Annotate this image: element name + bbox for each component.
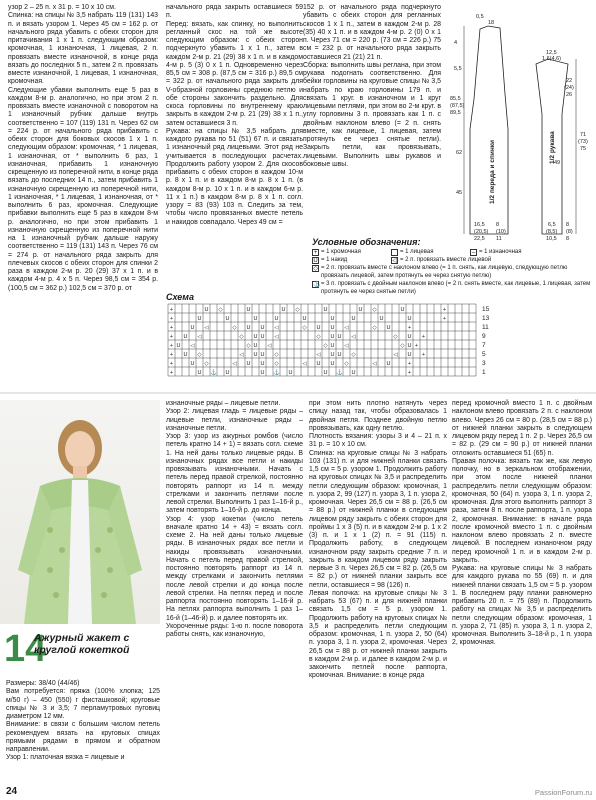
chart-stitch-symbol: ◇	[400, 343, 405, 349]
chart-stitch-symbol: ◇	[204, 361, 209, 367]
chart-stitch-symbol: U	[316, 325, 321, 331]
schem-label: 5,5	[454, 66, 462, 72]
schem-label: 11	[496, 236, 502, 242]
schem-label: (24)	[564, 85, 574, 91]
chart-stitch-symbol: U	[351, 370, 356, 376]
chart-stitch-symbol: +	[169, 316, 174, 322]
schem-label: 12,5	[546, 50, 557, 56]
chart-row-number: 9	[482, 333, 486, 340]
garment-schematic	[450, 4, 592, 244]
text-column-2: начального ряда закрыть оставшиеся 59 п. Перед: вязать, как спинку, но выполнить регланный скос на той же высоте следующим образом: с обеих сторон подчеркнуто убавить 1 x 1 п., затем в каждом 2-м р. 21 (29) 38 x 1 п. и в каждом 4-м р. 5 (3) 0 x 1 п. Одновременно через 85,5 см = 308 р. (87,5 см = 316 р.) 89,5 см = 322 р. от начального ряда закрыть для V-образной горловины среднюю петлю и обе стороны закончить раздельно. Для скоса горловины по внутреннему краю закрыть в каждом 2-м р. 21 (29) 38 x 1 п., затем оставшиеся 3 п. Рукава: на спицы № 3,5 набрать для каждого рукава по 51 (51) 67 п. и связать 1 изнаночный ряд лицевыми. Этот ряд не учитывается в последующих расчетах. Продолжить работу узором 2. Для скосов прибавить с обеих сторон в каждом 10-м р. 8 x 1 п. и в каждом 8-м р. 8 x 1 п. (в каждом 8-м р. 10 x 1 п. и в каждом 6-м р. 11 x 1 п.) в каждом 8-м р. 8 x 1 п. согл. узору = 83 (93) 103 п. Следить за тем, чтобы число провязанных вместе петель и накидов совпадало. Через 49 см =	[166, 4, 303, 226]
schem-label: 45	[456, 190, 463, 196]
project-number: 14	[4, 628, 47, 670]
chart-stitch-symbol: ◁	[344, 343, 349, 349]
chart-stitch-symbol: ◇	[295, 307, 300, 313]
chart-stitch-symbol: U	[407, 316, 412, 322]
chart-stitch-symbol: U	[330, 352, 335, 358]
chart-stitch-symbol: ◇	[372, 325, 377, 331]
chart-stitch-symbol: U	[330, 343, 335, 349]
chart-stitch-symbol: +	[442, 307, 447, 313]
project-title: Ажурный жакет с круглой кокеткой	[34, 632, 130, 656]
legend-text: = 2 п. провязать вместе с наклоном влево (= 1 п. снять, как лицевую, следующую петлю провязать лицевой, затем протянуть ее через снятую петлю)	[321, 265, 568, 279]
legend-row	[312, 280, 592, 296]
chart-stitch-symbol: U	[386, 361, 391, 367]
chart-stitch-symbol: ◁	[204, 325, 209, 331]
legend-row	[312, 264, 592, 280]
chart-stitch-symbol: U	[197, 316, 202, 322]
chart-stitch-symbol: ◇	[344, 361, 349, 367]
chart-stitch-symbol: ◇	[232, 325, 237, 331]
chart-stitch-symbol: U	[330, 316, 335, 322]
chart-stitch-symbol: U	[281, 307, 286, 313]
chart-stitch-symbol: U	[260, 334, 265, 340]
chart-stitch-symbol: ◁	[267, 343, 272, 349]
legend-symbol: ⚓	[313, 281, 321, 288]
chart-row-number: 13	[482, 315, 490, 322]
schem-label: 62	[456, 150, 463, 156]
knitting-chart	[166, 302, 506, 378]
chart-stitch-symbol: ◁	[344, 325, 349, 331]
schem-label: 18	[488, 20, 495, 26]
legend-text: = 2 п. провязать вместе лицевой	[400, 257, 492, 263]
legend-text: = 1 изнаночная	[479, 249, 522, 255]
chart-stitch-symbol: +	[169, 307, 174, 313]
chart-stitch-symbol: U	[288, 370, 293, 376]
chart-stitch-symbol: U	[386, 325, 391, 331]
chart-stitch-symbol: U	[400, 307, 405, 313]
chart-stitch-symbol: U	[260, 352, 265, 358]
watermark: PassionForum.ru	[534, 788, 592, 797]
chart-row-number: 5	[482, 351, 486, 358]
schem-label: (87,5)	[450, 103, 465, 109]
schem-label: 75	[580, 146, 587, 152]
legend-symbol: –	[471, 249, 476, 256]
chart-stitch-symbol: U	[407, 343, 412, 349]
schem-label: (73)	[578, 139, 588, 145]
chart-stitch-symbol: U	[323, 307, 328, 313]
chart-stitch-symbol: ◁	[232, 361, 237, 367]
text-column-7: перед кромочной вместо 1 п. с двойным наклоном влево провязать 2 п. с наклоном влево. Через 26 см = 80 р. (28,5 см = 88 р.) от нижней планки закрыть в следующем лицевом ряду перед 1 п. 2 р. Через 26,5 см = 82 р. (29 см = 90 р.) от нижней планки отложить оставшиеся 51 (65) п. Правая полочка: вязать так же, как левую полочку, но в зеркальном отображении, при этом после нижней планки распределить петли следующим образом: кромочная, 50 (64) п. узора 3, 1 п. узора 2, кромочная. Для этого выполнить раппорт 3 раза, затем 8 п. после раппорта, 1 п. узора 2, кромочная. Внимание: в начале ряда после кромочной вместо 1 п. с двойным наклоном влево провязать 2 п. вместе лицевой. В последнем изнаночном ряду перед кромочной 1 п. и в каждом 2-м р. закрыть. Рукава: на круговые спицы № 3 набрать для каждого рукава по 55 (69) п. и для нижней планки связать 1,5 см = 5 р. узором 1. В последнем ряду планки равномерно прибавить 20 п. = 75 (89) п. Продолжить работу на спицах № 3,5 и распределить петли следующим образом: кромочная, 1 п. узора 2, 71 (85) п. узора 3, 1 п. узора 2, кромочная. Выполнить 3–18-й р., 1 п. узора 2, кромочная.	[452, 400, 592, 647]
chart-stitch-symbol: U	[183, 334, 188, 340]
chart-stitch-symbol: ◇	[239, 334, 244, 340]
chart-row-number: 11	[482, 324, 489, 331]
page-number: 24	[6, 786, 18, 797]
chart-stitch-symbol: ◁	[372, 361, 377, 367]
chart-stitch-symbol: U	[323, 370, 328, 376]
legend-title: Условные обозначения:	[312, 237, 421, 247]
schem-label: (10)	[496, 229, 506, 235]
chart-stitch-symbol: ⚓	[210, 370, 217, 376]
chart-stitch-symbol: ◇	[197, 352, 202, 358]
chart-stitch-symbol: U	[330, 361, 335, 367]
schem-label: 8	[566, 222, 570, 228]
legend-symbol	[391, 249, 398, 256]
chart-stitch-symbol: ◇	[302, 325, 307, 331]
chart-stitch-symbol: U	[253, 352, 258, 358]
section-divider	[0, 392, 596, 394]
chart-stitch-symbol: ◇	[274, 361, 279, 367]
chart-row-number: 3	[482, 360, 486, 367]
chart-stitch-symbol: +	[169, 343, 174, 349]
chart-stitch-symbol: U	[225, 316, 230, 322]
chart-stitch-symbol: U	[358, 307, 363, 313]
schem-label: 16,5	[474, 222, 485, 228]
chart-stitch-symbol: U	[190, 325, 195, 331]
schem-label: 26	[566, 92, 573, 98]
chart-stitch-symbol: U	[337, 352, 342, 358]
chart-stitch-symbol: U	[246, 361, 251, 367]
chart-stitch-symbol: U	[246, 307, 251, 313]
chart-stitch-symbol: +	[169, 370, 174, 376]
chart-stitch-symbol: ◁	[302, 361, 307, 367]
chart-stitch-symbol: U	[407, 352, 412, 358]
chart-stitch-symbol: +	[169, 325, 174, 331]
schem-label: 8	[496, 222, 500, 228]
chart-stitch-symbol: ◁	[274, 325, 279, 331]
schem-label-body: 1/2 переда и спинки	[489, 139, 496, 204]
chart-stitch-symbol: ◇	[218, 307, 223, 313]
legend	[312, 238, 592, 298]
chart-stitch-symbol: ◁	[197, 334, 202, 340]
chart-stitch-symbol: U	[274, 316, 279, 322]
chart-stitch-symbol: ◁	[190, 343, 195, 349]
chart-stitch-symbol: U	[260, 325, 265, 331]
chart-stitch-symbol: ⚓	[336, 370, 343, 376]
text-column-4: Размеры: 38/40 (44/46) Вам потребуется: пряжа (100% хлопка; 125 м/50 г) – 450 (550) г фисташковой; круговые спицы № 3 и 3,5; 7 перламутровых пуговиц диаметром 12 мм. Внимание: в связи с большим числом петель рекомендуем вязать на круговых спицах прямыми рядами в прямом и обратном направлении. Узор 1: платочная вязка = лицевые и	[6, 680, 160, 762]
chart-row-number: 15	[482, 306, 490, 313]
schem-label: 6,5	[548, 222, 556, 228]
chart-stitch-symbol: ◇	[274, 352, 279, 358]
schem-label: 1,6(4,6)	[542, 56, 561, 62]
chart-stitch-symbol: +	[169, 352, 174, 358]
chart-stitch-symbol: ◇	[372, 307, 377, 313]
chart-stitch-symbol: U	[253, 334, 258, 340]
legend-row	[312, 256, 592, 264]
chart-stitch-symbol: +	[407, 370, 412, 376]
chart-stitch-symbol: U	[197, 370, 202, 376]
project-title-block	[4, 628, 160, 674]
chart-stitch-symbol: +	[421, 334, 426, 340]
chart-stitch-symbol: ◇	[316, 334, 321, 340]
schem-label: 49	[554, 160, 561, 166]
chart-stitch-symbol: U	[330, 334, 335, 340]
chart-stitch-symbol: +	[421, 352, 426, 358]
chart-stitch-symbol: U	[337, 334, 342, 340]
chart-stitch-symbol: U	[316, 361, 321, 367]
chart-stitch-symbol: U	[176, 343, 181, 349]
chart-stitch-symbol: ◁	[393, 352, 398, 358]
legend-text: = 3 п. провязать с двойным наклоном влево (= 2 п. снять вместе, как лицевые, 1 лицевая, затем протянуть ее через снятые петли)	[321, 281, 591, 295]
chart-stitch-symbol: U	[407, 334, 412, 340]
chart-stitch-symbol: U	[225, 370, 230, 376]
chart-row-number: 1	[482, 369, 486, 376]
chart-stitch-symbol: +	[442, 316, 447, 322]
chart-stitch-symbol: +	[407, 361, 412, 367]
chart-stitch-symbol: +	[169, 334, 174, 340]
chart-stitch-symbol: +	[407, 325, 412, 331]
chart-stitch-symbol: U	[253, 343, 258, 349]
text-column-1: узор 2 – 25 п. x 31 р. = 10 x 10 см. Спинка: на спицы № 3,5 набрать 119 (131) 143 п. и вязать узором 1. Через 45 см = 162 р. от начального ряда убавить с обеих сторон для притачивания 1 x 1 п. следующим образом: кромочная, 1 изнаночная, 1 лицевая, 2 п. провязать вместе изнаночной, в конце ряда вязать до последних 5 п., затем 2 п. провязать вместе изнаночной, 1 лицевая, 1 изнаночная, кромочная. Следующие убавки выполнить еще 5 раз в каждом 8-м р. аналогично, но при этом 2 п. провязать вместе изнаночной с поворотом на 1 изнаночный рубчик дальше внутрь соответственно = 107 (119) 131 п. Через 62 см = 224 р. от начального ряда прибавить с обеих сторон для боковых скосов 1 x 1 п. следующим образом: кромочная, * 1 лицевая, 1 изнаночная, от * выполнить 6 раз, 1 изнаночная, прибавить 1 изнаночную скрещенную из поперечной нити, в конце ряда вязать до последних 14 п., затем прибавить 1 изнаночную скрещенную из поперечной нити, 1 изнаночная, * 1 лицевая, 1 изнаночная, от * выполнить 6 раз, кромочная. Следующие прибавки выполнить еще 5 раз в каждом 8-м р. аналогично, но при этом прибавить 1 изнаночную скрещенную из поперечной нити на 1 изнаночный рубчик дальше наружу соответственно = 119 (131) 143 п. Через 76 см = 274 р. от начального ряда закрыть для плечевых скосов с обеих сторон для спинки 2 раза в каждом 2-м р. 20 (29) 37 x 1 п. и в каждом 4-м р. 4 x 5 п. Через 98,5 см = 354 р. (100,5 см = 362 р.) 102,5 см = 370 р. от	[8, 4, 158, 292]
chart-stitch-symbol: U	[190, 361, 195, 367]
chart-stitch-symbol: ◁	[316, 352, 321, 358]
legend-symbol: ◇	[313, 265, 318, 272]
schem-label: 8	[566, 236, 570, 242]
legend-text: = 1 накид	[321, 257, 348, 263]
chart-stitch-symbol: U	[246, 325, 251, 331]
chart-stitch-symbol: U	[351, 316, 356, 322]
chart-stitch-symbol: U	[183, 352, 188, 358]
schematic-svg	[450, 4, 592, 244]
legend-text: = 1 кромочная	[321, 249, 361, 255]
legend-text: = 1 лицевая	[400, 249, 434, 255]
chart-stitch-symbol: U	[253, 316, 258, 322]
chart-stitch-symbol: ◁	[274, 334, 279, 340]
chart-stitch-symbol: U	[260, 361, 265, 367]
legend-row	[312, 248, 592, 256]
legend-symbol: ◁	[392, 257, 397, 264]
chart-row-number: 7	[482, 342, 486, 349]
schem-label: 0,5	[476, 14, 484, 20]
chart-stitch-symbol: U	[204, 307, 209, 313]
schem-label: 89,5	[450, 110, 461, 116]
legend-symbol: U	[313, 257, 318, 264]
chart-stitch-symbol: U	[330, 325, 335, 331]
schem-label-sleeve: 1/2 рукава	[549, 131, 556, 164]
text-column-5: изнаночные ряды – лицевые петли. Узор 2: лицевая гладь = лицевые ряды – лицевые петли, изнаночные ряды – изнаночные петли. Узор 3: узор из ажурных ромбов (число петель кратно 14 + 1) = вязать согл. схеме 1. На ней даны только лицевые ряды. В изнаночных рядах все петли и накиды провязывать изнаночными. Начать с петель перед правой стрелкой, постоянно повторять раппорт из 14 п. между стрелками и закончить петлями после левой стрелки. Выполнить 1 раз 1–16-й р., затем повторять 1–16-й р. до конца. Узор 4: узор кокетки (число петель вначале кратно 14 + 43) = вязать согл. схеме 2. На ней даны только лицевые ряды. В изнаночных рядах все петли и накиды провязывать изнаночными. Начать с петель перед правой стрелкой, постоянно повторять раппорт из 14 п. между стрелками и закончить петлями после левой стрелки и до конца после левой стрелки. На петлях перед и после раппорта постоянно повторять 1–16-й р. На петлях раппорта выполнить 1 раз 1–16-й (1–46-й) р. и далее повторять их. Укороченные ряды: 1-ю п. после поворота работы снять, как изнаночную,	[166, 400, 303, 638]
chart-stitch-symbol: +	[169, 361, 174, 367]
chart-stitch-symbol: U	[302, 316, 307, 322]
schem-label: (20,5)	[474, 229, 489, 235]
chart-stitch-symbol: ◁	[351, 334, 356, 340]
schem-label: 22,5	[474, 236, 485, 242]
chart-stitch-symbol: ◇	[246, 343, 251, 349]
text-column-6: при этом нить плотно натянуть через спицу назад так, чтобы образовалась 1 двойная петля. Позднее двойную петлю провязывать, как одну петлю. Плотность вязания: узоры 3 и 4 – 21 п. x 31 р. = 10 x 10 см. Спинка: на круговые спицы № 3 набрать 103 (131) п. и для нижней планки связать 1,5 см = 5 р. узором 1. Продолжить работу на круговых спицах № 3,5 и распределить петли следующим образом: кромочная, 1 п. узора 2, 99 (127) п. узора 3, 1 п. узора 2, кромочная. Через 26,5 см = 88 р. (26,5 см = 88 р.) от нижней планки в следующем лицевом ряду закрыть с обеих сторон для проймы 1 x 3 (5) п. и в каждом 2-м р. 1 x 2 (3) п. и 1 x 1 (2) п. = 91 (115) п. Продолжить работу, в следующем изнаночном ряду закрыть средние 7 п. и закрыть в каждом лицевом ряду закрыть первые 3 п. Через 26,5 см = 82 р. (26,5 см = 82 р.) от нижней планки закрыть все петли, оставшиеся = 98 (126) п. Левая полочка: на круговые спицы № 3 набрать 53 (67) п. и для нижней планки связать 1,5 см = 5 р. узором 1. Продолжить работу на круговых спицах № 3,5 и распределить петли следующим образом: кромочная, 1 п. узора 2, 50 (64) п. узора 3, 1 п. узора 2, кромочная. Через 26,5 см = 88 р. от нижней планки закрыть в каждом 2-м р. и далее в каждом 2-м р. и закончить петлей после раппорта, кромочная. Внимание: в конце ряда	[309, 400, 447, 680]
schem-label: (8)	[566, 229, 573, 235]
legend-symbol: +	[313, 249, 318, 256]
chart-title: Схема	[166, 292, 194, 302]
chart-stitch-symbol: U	[379, 316, 384, 322]
schem-label: (8,5)	[546, 229, 558, 235]
chart-stitch-symbol: ◇	[323, 343, 328, 349]
schem-label: 10,5	[546, 236, 557, 242]
chart-stitch-symbol: ◁	[239, 352, 244, 358]
chart-stitch-symbol: ⚓	[273, 370, 280, 376]
chart-stitch-symbol: ◇	[351, 352, 356, 358]
model-photo	[0, 400, 160, 624]
chart-stitch-symbol: U	[260, 370, 265, 376]
text-column-3: 152 р. от начального ряда подчеркнуто убавить с обеих сторон для регланных скосов 1 x 1 п., затем в каждом 2-м р. 28 (35) 40 x 1 п. и в каждом 4-м р. 2 (0) 0 x 1 п. Через 71 см = 220 р. (73 см = 226 р.) 75 см = 232 р. от начального ряда закрыть оставшиеся 21 (21) 21 п. Сборка: выполнить швы реглана, при этом рукава подогнать соответственно. Для бейки горловины на круговые спицы № 3,5 набрать по краю горловины 179 п. и связать 1 круг. в изнаночном и 1 круг лицевыми петлями, при этом во 2-м круг. в углу горловины 3 п. провязать как 1 п. с двойным наклоном влево (= 2 п. снять вместе, как лицевые, 1 лицевая, затем протянуть ее через снятые петли). Закрыть петли, как провязывать, лицевыми. Выполнить швы рукавов и боковые швы.	[303, 4, 441, 168]
schem-label: 71	[580, 132, 587, 138]
schem-label: 4	[454, 40, 458, 46]
chart-stitch-symbol: +	[414, 343, 419, 349]
chart-stitch-symbol: ◇	[393, 334, 398, 340]
schem-label: 85,5	[450, 96, 461, 102]
schem-label: 22	[566, 78, 573, 84]
